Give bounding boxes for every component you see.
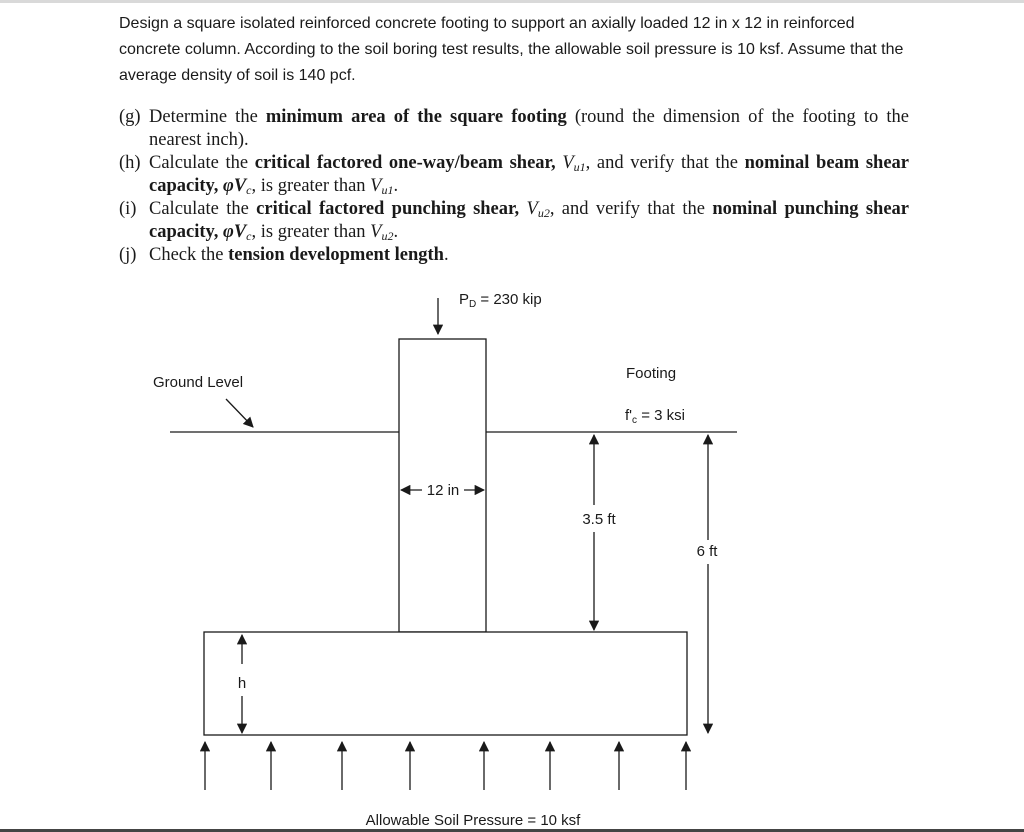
footing-slab — [204, 632, 687, 735]
ground-pointer-arrow — [226, 399, 253, 427]
thickness-label: h — [237, 675, 247, 692]
question-j: (j) Check the tension development length. — [119, 245, 449, 265]
footing-label: Footing — [626, 365, 677, 382]
question-label: (i) — [119, 199, 137, 219]
question-g: (g) Determine the minimum area of the square footing (round the dimension of the footing to the nearest inch). — [119, 107, 909, 150]
soil-pressure-label: Allowable Soil Pressure = 10 ksf — [365, 812, 581, 829]
question-i: (i) Calculate the critical factored punching shear, $V_{u2}$, and verify that the nominal punching shear capacity, $\varphi V_c$, is greater than $V_{u2}$. — [119, 199, 909, 243]
question-label: (h) — [119, 153, 141, 173]
question-label: (g) — [119, 107, 141, 127]
problem-statement: Design a square isolated reinforced concrete footing to support an axially loaded 12 in x 12 in reinforced concrete column. According to the soil boring test results, the allowable soil pressure is 10 ksf. Assume that the average density of soil is 140 pcf. — [119, 15, 904, 84]
question-label: (j) — [119, 245, 137, 265]
depth-to-footing-label: 3.5 ft — [582, 511, 616, 528]
concrete-strength-label: $f'_c = 3$ ksi — [625, 407, 685, 426]
total-depth-label: 6 ft — [696, 543, 718, 560]
column-width-label: 12 in — [426, 482, 460, 499]
question-h: (h) Calculate the critical factored one-way/beam shear, $V_{u1}$, and verify that the nominal beam shear capacity, $\varphi V_c$, is greater than $V_{u1}$. — [119, 153, 909, 197]
ground-level-label: Ground Level — [153, 374, 244, 391]
load-label: $P_D = 230$ kip — [459, 291, 542, 310]
